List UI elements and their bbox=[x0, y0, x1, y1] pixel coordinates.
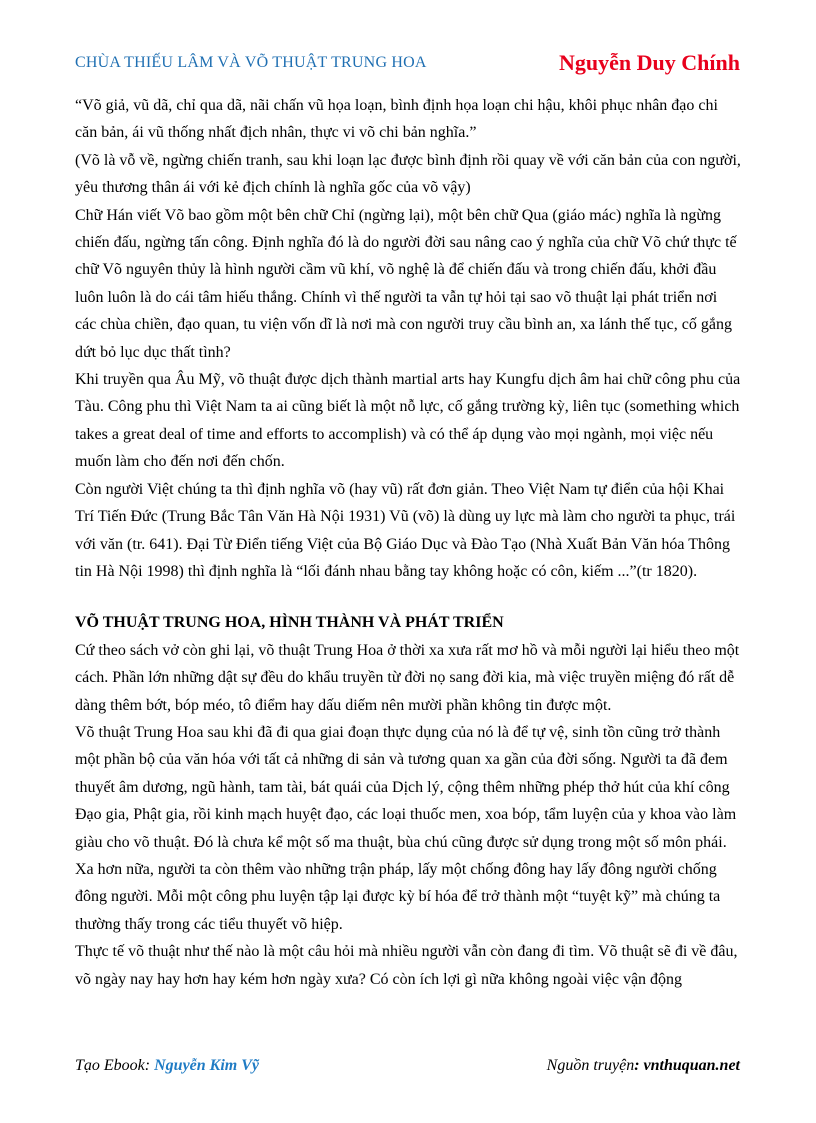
paragraph: Thực tế võ thuật như thế nào là một câu hỏi mà nhiều người vẫn còn đang đi tìm. Võ thuật sẽ đi về đâu, võ ngày nay hay hơn hay kém hơn ngày xưa? Có còn ích lợi gì nữa không ngoài việc vận động bbox=[75, 943, 738, 988]
page-footer bbox=[75, 1052, 740, 1080]
section-heading: VÕ THUẬT TRUNG HOA, HÌNH THÀNH VÀ PHÁT TRIỂN bbox=[75, 614, 504, 632]
page-header bbox=[75, 48, 740, 78]
paragraph: Cứ theo sách vở còn ghi lại, võ thuật Trung Hoa ở thời xa xưa rất mơ hồ và mỗi người lại hiểu theo một cách. Phần lớn những dật sự đều do khẩu truyền từ đời nọ sang đời kia, mà việc truyền miệng đó rất dễ dàng thêm bớt, bóp méo, tô điểm hay dấu diếm nên mười phần không tin được một. bbox=[75, 641, 740, 714]
paragraph: Còn người Việt chúng ta thì định nghĩa võ (hay vũ) rất đơn giản. Theo Việt Nam tự điển của hội Khai Trí Tiến Đức (Trung Bắc Tân Văn Hà Nội 1931) Vũ (võ) là dùng uy lực mà làm cho người ta phục, trái với văn (tr. 641). Đại Từ Điển tiếng Việt của Bộ Giáo Dục và Đào Tạo (Nhà Xuất Bản Văn hóa Thông tin Hà Nội 1998) thì định nghĩa là “lối đánh nhau bằng tay không hoặc có côn, kiếm ...”(tr 1820). bbox=[75, 480, 736, 580]
source-site: vnthuquan.net bbox=[643, 1057, 740, 1074]
paragraph: Chữ Hán viết Võ bao gồm một bên chữ Chỉ (ngừng lại), một bên chữ Qua (giáo mác) nghĩa là ngừng chiến đấu, ngừng tấn công. Định nghĩa đó là do người đời sau nâng cao ý nghĩa của chữ Võ chứ thực tế chữ Võ nguyên thủy là hình người cầm vũ khí, võ nghệ là để chiến đấu và trong chiến đấu, khởi đầu luôn luôn là do cái tâm hiếu thắng. Chính vì thế người ta vẫn tự hỏi tại sao võ thuật lại phát triển nơi các chùa chiền, đạo quan, tu viện vốn dĩ là nơi mà con người truy cầu bình an, xa lánh thế tục, cố gắng dứt bỏ lục dục thất tình? bbox=[75, 206, 737, 361]
ebook-creator-name: Nguyễn Kim Vỹ bbox=[154, 1057, 259, 1074]
running-title: CHÙA THIẾU LÂM VÀ VÕ THUẬT TRUNG HOA bbox=[75, 54, 427, 71]
source-credit-label: Nguồn truyện bbox=[546, 1057, 635, 1074]
author-name: Nguyễn Duy Chính bbox=[559, 50, 740, 75]
ebook-credit-label: Tạo Ebook bbox=[75, 1057, 145, 1074]
paragraph: Võ thuật Trung Hoa sau khi đã đi qua giai đoạn thực dụng của nó là để tự vệ, sinh tồn cũng trở thành một phần bộ của văn hóa với tất cả những di sản và tương quan xa gần của đời sống. Người ta đã đem thuyết âm dương, ngũ hành, tam tài, bát quái của Dịch lý, cộng thêm những phép thở hút của khí công Đạo gia, Phật gia, rồi kinh mạch huyệt đạo, các loại thuốc men, xoa bóp, tẩm luyện của y khoa vào làm giàu cho võ thuật. Đó là chưa kể một số ma thuật, bùa chú cũng được sử dụng trong một số môn phái. Xa hơn nữa, người ta còn thêm vào những trận pháp, lấy một chống đông hay lấy đông người chống đông người. Mỗi một công phu luyện tập lại được kỳ bí hóa để trở thành một “tuyệt kỹ” mà chúng ta thường thấy trong các tiểu thuyết võ hiệp. bbox=[75, 723, 737, 933]
paragraph: (Võ là vỗ về, ngừng chiến tranh, sau khi loạn lạc được bình định rồi quay về với căn bản của con người, yêu thương thân ái với kẻ địch chính là nghĩa gốc của võ vậy) bbox=[75, 151, 741, 197]
ebook-credit: Tạo Ebook: Nguyễn Kim Vỹ bbox=[75, 1057, 259, 1074]
source-credit: Nguồn truyện: vnthuquan.net bbox=[546, 1057, 740, 1074]
paragraph: Khi truyền qua Âu Mỹ, võ thuật được dịch thành martial arts hay Kungfu dịch âm hai chữ công phu của Tàu. Công phu thì Việt Nam ta ai cũng biết là một nỗ lực, cố gắng trường kỳ, liên tục (something which takes a great deal of time and efforts to accomplish) và có thể áp dụng vào mọi ngành, mọi việc nếu muốn làm cho đến nơi đến chốn. bbox=[75, 371, 741, 471]
paragraph: “Võ giả, vũ dã, chỉ qua dã, nãi chấn vũ họa loạn, bình định họa loạn chi hậu, khôi phục nhân đạo chi căn bản, ái vũ thống nhất địch nhân, thực vi võ chi bản nghĩa.” bbox=[75, 97, 718, 142]
page-body bbox=[75, 92, 742, 993]
